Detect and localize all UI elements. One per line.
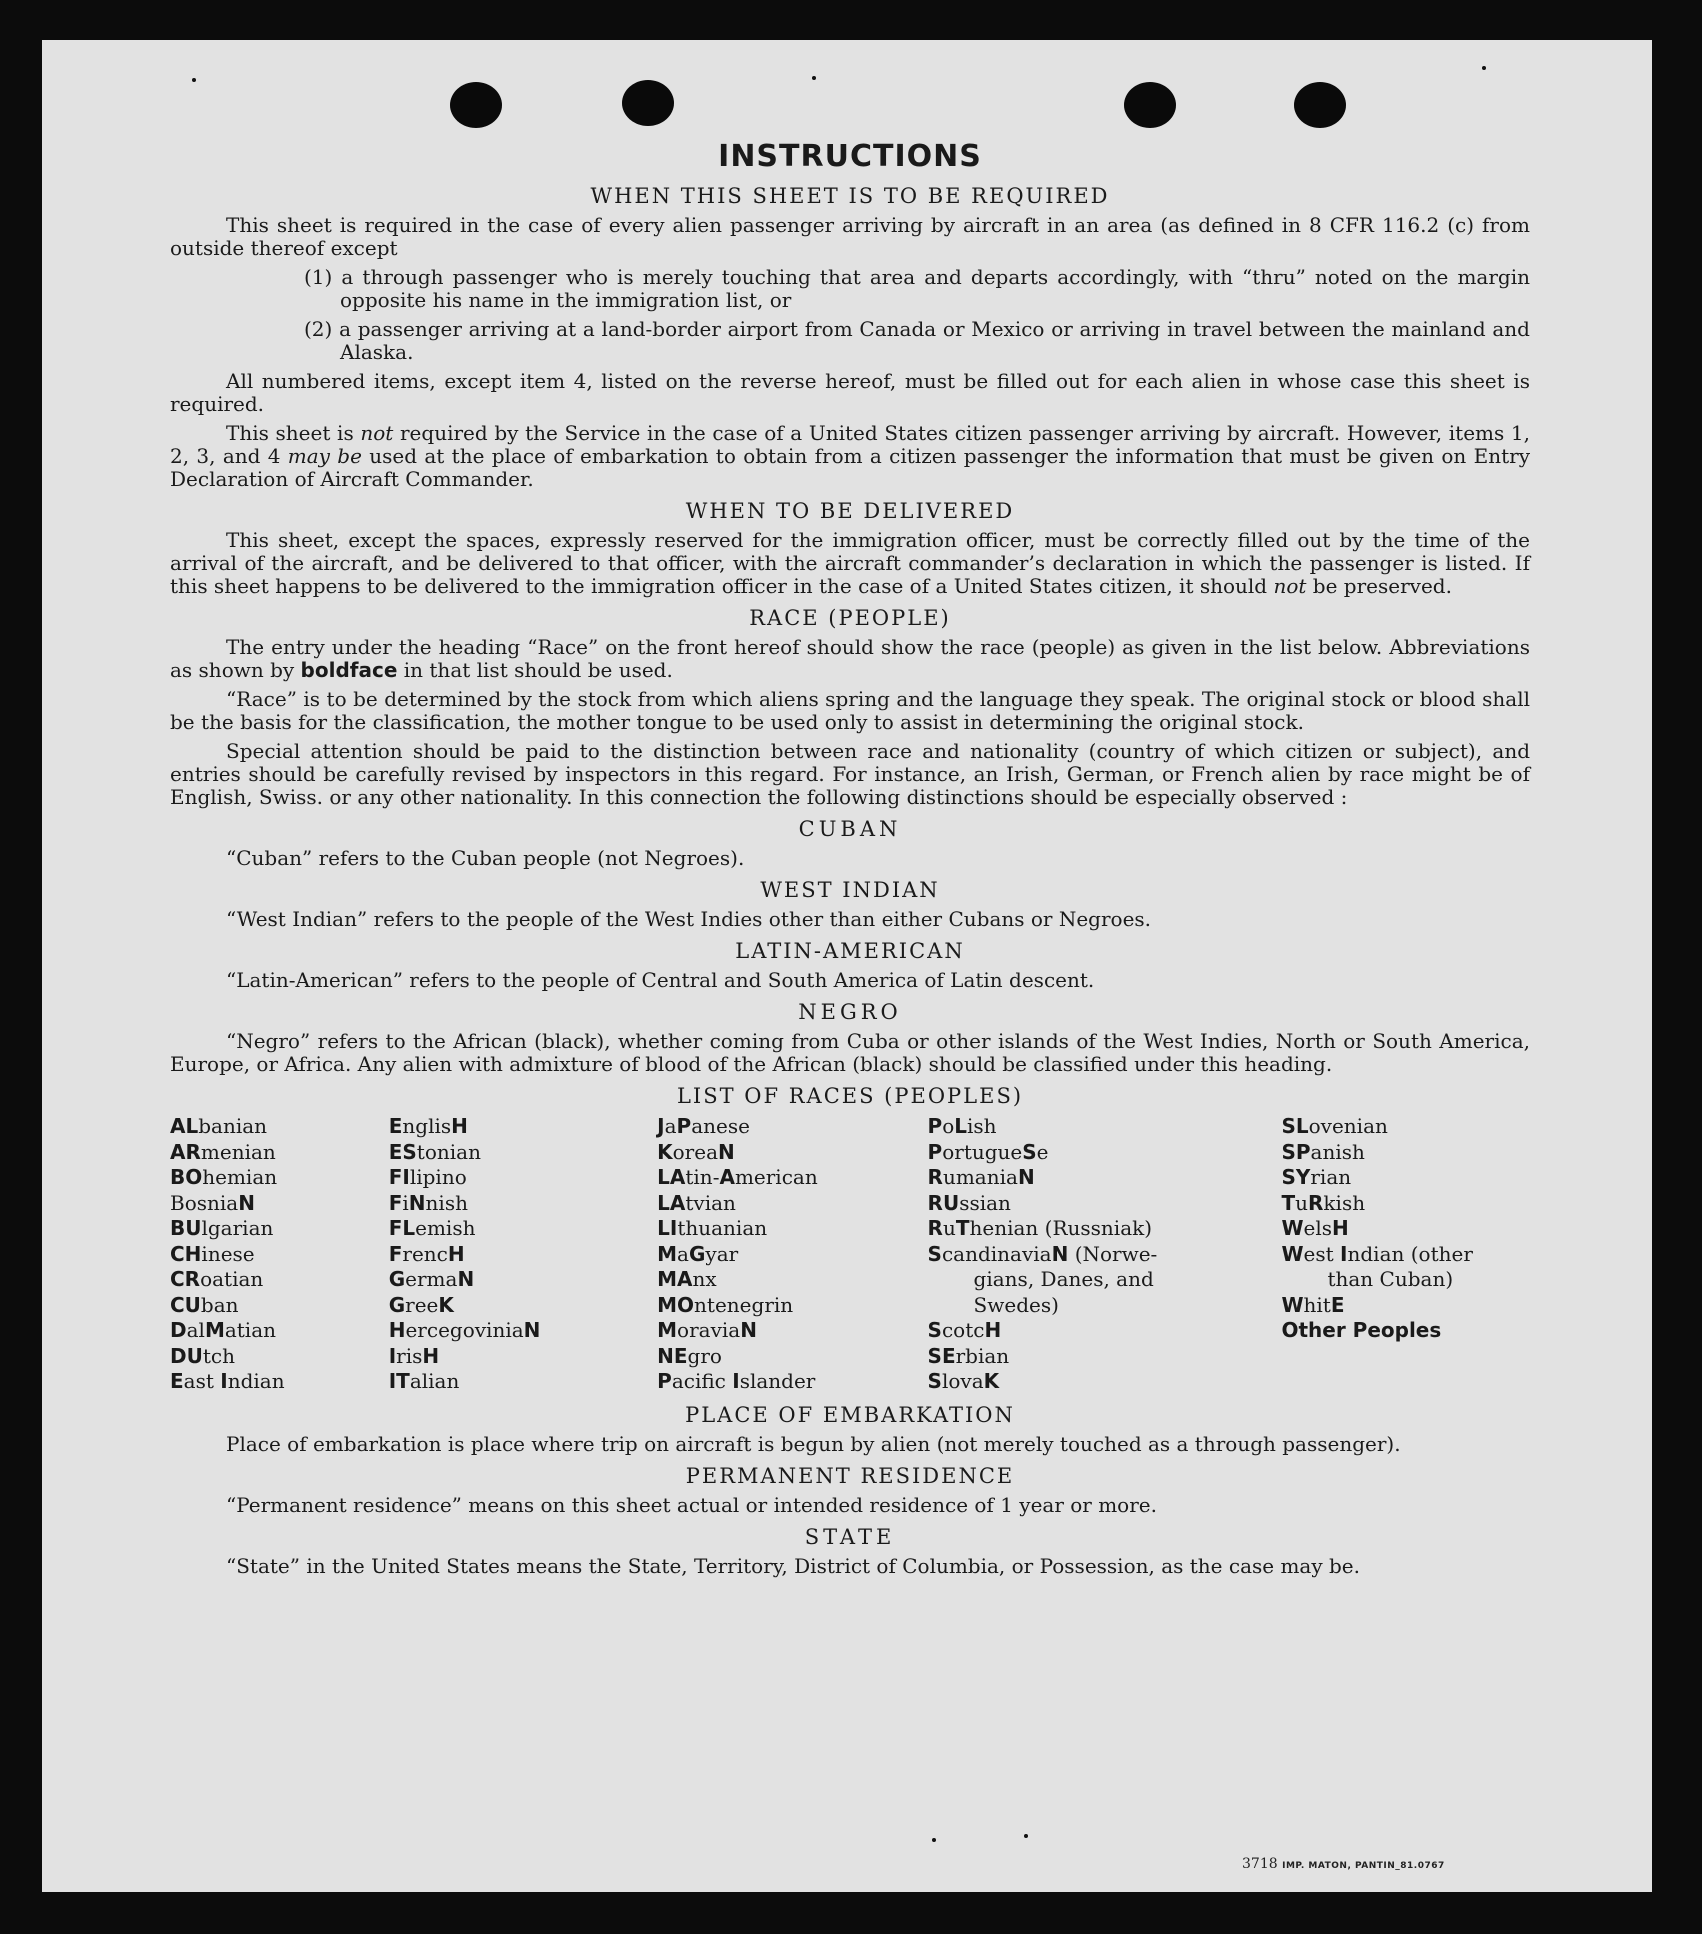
race-text: nx (692, 1267, 717, 1291)
race-abbrev: M (657, 1241, 678, 1266)
race-entry (170, 1267, 389, 1293)
heading-latin-american: LATIN-AMERICAN (735, 939, 965, 963)
race-entry (170, 1191, 389, 1217)
race-abbrev: FI (388, 1165, 410, 1189)
race-text: tonian (416, 1139, 481, 1164)
race-abbrev: M (204, 1318, 225, 1342)
race-abbrev: H (451, 1114, 468, 1138)
race-entry (170, 1242, 389, 1268)
heading-state: STATE (804, 1524, 896, 1549)
speck (192, 78, 196, 82)
heading-negro: NEGRO (798, 1000, 902, 1024)
race-text: Swedes) (973, 1292, 1059, 1317)
race-text: menian (200, 1139, 276, 1164)
race-text: tch (202, 1343, 235, 1368)
race-text: ercegovinia (405, 1318, 524, 1342)
race-text: ish (967, 1114, 997, 1138)
race-column (657, 1114, 927, 1395)
race-abbrev: I (1340, 1241, 1348, 1266)
race-abbrev: P (927, 1114, 943, 1138)
race-text: umania (942, 1165, 1018, 1189)
race-abbrev: H (422, 1343, 440, 1368)
race-entry (389, 1369, 657, 1395)
race-abbrev: M (657, 1318, 678, 1342)
race-p1-bold: boldface (300, 658, 398, 682)
heading-cuban: CUBAN (798, 817, 902, 841)
race-abbrev: R (927, 1165, 943, 1189)
race-entry (928, 1191, 1282, 1217)
race-text: tin- (685, 1165, 720, 1189)
page-title: INSTRUCTIONS (718, 139, 982, 174)
race-abbrev: MA (657, 1267, 693, 1291)
race-abbrev: N (740, 1318, 757, 1342)
citizen-text (170, 422, 1530, 491)
race-entry (170, 1344, 389, 1370)
race-entry (928, 1165, 1282, 1191)
race-text: i (402, 1190, 409, 1215)
race-entry (657, 1242, 927, 1268)
race-text: est (1303, 1241, 1341, 1266)
race-abbrev: A (719, 1165, 735, 1189)
heading-required: WHEN THIS SHEET IS TO BE REQUIRED (590, 184, 1110, 208)
race-entry (389, 1165, 657, 1191)
race-entry (389, 1267, 657, 1293)
race-entry (389, 1216, 657, 1242)
race-text: ndian (227, 1369, 285, 1393)
race-text: lgarian (201, 1216, 274, 1240)
race-abbrev: ES (388, 1139, 417, 1164)
race-text: B (170, 1190, 185, 1215)
race-text: ndian (other (1347, 1241, 1473, 1266)
race-abbrev: H (388, 1318, 406, 1342)
speck (812, 76, 816, 80)
race-abbrev: FL (388, 1216, 416, 1240)
race-abbrev: SL (1281, 1114, 1309, 1138)
race-text: acific (671, 1369, 733, 1393)
race-text: nglis (402, 1114, 452, 1138)
citizen-text-a: This sheet is (226, 421, 361, 445)
delivered-text-b: be preserved. (1306, 574, 1452, 598)
race-entry (389, 1293, 657, 1319)
race-text: ssian (959, 1190, 1011, 1215)
race-abbrev: H (1332, 1216, 1349, 1240)
race-text: inese (201, 1241, 255, 1266)
race-abbrev: DU (170, 1343, 203, 1368)
printer-imprint (1242, 1856, 1445, 1872)
race-entry (389, 1242, 657, 1268)
race-text: anese (691, 1114, 750, 1138)
race-abbrev: K (983, 1369, 1000, 1393)
race-abbrev: W (1281, 1216, 1304, 1240)
race-text: yar (705, 1241, 739, 1266)
race-abbrev: N (408, 1190, 426, 1215)
race-column (928, 1114, 1282, 1395)
race-abbrev: I (732, 1369, 740, 1393)
race-entry (389, 1344, 657, 1370)
race-text: a (664, 1114, 677, 1138)
race-text: thuanian (677, 1216, 768, 1240)
punch-hole (622, 80, 674, 126)
punch-hole (1294, 82, 1346, 128)
race-abbrev: P (676, 1114, 692, 1138)
race-abbrev: L (954, 1114, 968, 1138)
race-entry (389, 1318, 657, 1344)
race-abbrev: I (388, 1343, 397, 1368)
race-abbrev: R (927, 1216, 943, 1240)
race-abbrev: H (447, 1241, 465, 1266)
delivered-text (170, 529, 1530, 598)
punch-hole (450, 82, 502, 128)
race-entry (657, 1114, 927, 1140)
race-abbrev: G (388, 1267, 406, 1291)
race-text: atian (224, 1318, 277, 1342)
race-abbrev: SE (927, 1343, 956, 1368)
race-text: erma (405, 1267, 458, 1291)
race-abbrev: MO (657, 1292, 695, 1317)
race-text: hit (1303, 1292, 1331, 1317)
embarkation-text: Place of embarkation is place where trip on aircraft is begun by alien (not merely touched as a through passenger). (226, 1431, 1401, 1456)
race-text: ortugue (942, 1139, 1023, 1164)
latin-american-text: “Latin-American” refers to the people of Central and South America of Latin descent. (226, 968, 1095, 992)
race-entry (928, 1242, 1282, 1319)
race-abbrev: AL (170, 1114, 199, 1138)
race-text: u (1295, 1190, 1309, 1215)
race-text: kish (1323, 1190, 1366, 1215)
race-text: ban (200, 1292, 239, 1317)
race-text: o (942, 1114, 955, 1138)
race-abbrev: G (688, 1241, 706, 1266)
race-text: banian (198, 1114, 268, 1138)
race-entry (1281, 1293, 1530, 1319)
race-abbrev: N (1051, 1241, 1069, 1266)
race-abbrev: Other Peoples (1281, 1318, 1442, 1342)
race-text: hemian (202, 1165, 278, 1189)
race-entry (657, 1216, 927, 1242)
race-entry (928, 1140, 1282, 1166)
race-text: orea (672, 1139, 719, 1164)
citizen-maybe: may be (287, 444, 362, 468)
race-entry (657, 1140, 927, 1166)
race-text: anish (1310, 1139, 1365, 1164)
race-text: rbian (955, 1343, 1010, 1368)
race-entry (170, 1318, 389, 1344)
speck (932, 1838, 936, 1842)
race-entry (657, 1318, 927, 1344)
race-text: oatian (200, 1267, 264, 1291)
race-abbrev: N (457, 1267, 475, 1291)
race-entry (657, 1293, 927, 1319)
race-abbrev: LA (657, 1190, 686, 1215)
negro-text: “Negro” refers to the African (black), whether coming from Cuba or other islands of the West Indies, North or South America, Europe, or Africa. Any alien with admixture of blood of the African (black) should be classified under this heading. (170, 1029, 1530, 1076)
race-entry (1281, 1191, 1530, 1217)
race-text: renc (402, 1241, 448, 1266)
heading-embarkation: PLACE OF EMBARKATION (685, 1402, 1015, 1427)
race-entry (170, 1114, 389, 1140)
race-entry (657, 1344, 927, 1370)
heading-list-of-races: LIST OF RACES (PEOPLES) (676, 1084, 1024, 1108)
punch-hole (1124, 82, 1176, 128)
race-abbrev: E (1330, 1292, 1345, 1317)
race-text: u (942, 1216, 956, 1240)
race-entry (1281, 1114, 1530, 1140)
race-text: tvian (685, 1190, 736, 1215)
race-abbrev: E (170, 1369, 184, 1393)
race-abbrev: N (523, 1318, 541, 1342)
exception-1: (1) a through passenger who is merely touching that area and departs accordingly, with “thru” noted on the margin opposite his name in the immigration list, or (304, 265, 1530, 312)
race-entry (1281, 1140, 1530, 1166)
race-abbrev: RU (927, 1190, 960, 1215)
heading-delivered: WHEN TO BE DELIVERED (685, 499, 1015, 523)
race-text: alian (409, 1369, 460, 1393)
race-abbrev: D (170, 1318, 187, 1342)
race-column (1281, 1114, 1530, 1395)
race-abbrev: S (927, 1369, 942, 1393)
race-text: than Cuban) (1327, 1267, 1454, 1291)
race-entry (928, 1216, 1282, 1242)
heading-west-indian: WEST INDIAN (760, 878, 940, 902)
race-abbrev: N (238, 1190, 255, 1215)
race-text: candinavia (941, 1241, 1052, 1266)
race-abbrev: W (1281, 1241, 1304, 1266)
race-abbrev: BO (170, 1165, 203, 1189)
race-entry (1281, 1318, 1530, 1344)
speck (1024, 1834, 1028, 1838)
race-text: nish (425, 1190, 468, 1215)
race-abbrev: CR (170, 1267, 201, 1291)
race-entry (657, 1191, 927, 1217)
race-abbrev: AR (170, 1139, 201, 1164)
race-text: els (1303, 1216, 1333, 1240)
race-entry (928, 1114, 1282, 1140)
race-text: lova (941, 1369, 984, 1393)
race-entry (170, 1369, 389, 1395)
race-abbrev: W (1281, 1292, 1304, 1317)
race-text: merican (734, 1165, 818, 1189)
race-p2: “Race” is to be determined by the stock from which aliens spring and the language they speak. The original stock or blood shall be the basis for the classification, the mother tongue to be used only to assist in determining the original stock. (170, 687, 1530, 734)
race-abbrev: T (955, 1216, 970, 1240)
race-abbrev: P (657, 1369, 672, 1393)
citizen-text-c: used at the place of embarkation to obtain from a citizen passenger the information that must be given on Entry Declaration of Aircraft Commander. (170, 444, 1530, 491)
race-text: ris (396, 1343, 423, 1368)
race-entry (389, 1114, 657, 1140)
race-abbrev: F (388, 1241, 403, 1266)
race-text: oravia (677, 1318, 741, 1342)
race-text: ntenegrin (694, 1292, 794, 1317)
race-p3: Special attention should be paid to the distinction between race and nationality (country of which citizen or subject), and entries should be carefully revised by inspectors in this regard. For instance, an Irish, German, or French alien by race might be of English, Swiss. or any other nationality. In this connection the following distinctions should be especially observed : (170, 739, 1530, 809)
residence-text: “Permanent residence” means on this sheet actual or intended residence of 1 year or more. (226, 1492, 1157, 1517)
race-text: gians, Danes, and (973, 1267, 1154, 1291)
race-abbrev: N (1017, 1165, 1035, 1189)
race-abbrev: T (1281, 1190, 1296, 1215)
race-text: ast (183, 1369, 221, 1393)
race-p1-b: in that list should be used. (397, 658, 673, 682)
race-entry (170, 1293, 389, 1319)
race-text: lipino (409, 1165, 467, 1189)
race-abbrev: K (657, 1139, 673, 1164)
heading-residence: PERMANENT RESIDENCE (685, 1463, 1015, 1488)
race-entry (657, 1369, 927, 1395)
race-text: e (1036, 1139, 1049, 1164)
race-abbrev: I (220, 1369, 228, 1393)
race-column (170, 1114, 389, 1395)
race-text: slander (739, 1369, 816, 1393)
race-text: al (186, 1318, 205, 1342)
race-abbrev: S (927, 1241, 942, 1266)
race-abbrev: H (984, 1318, 1002, 1342)
race-entry (170, 1216, 389, 1242)
race-entry (1281, 1242, 1530, 1293)
race-entry (928, 1344, 1282, 1370)
west-indian-text: “West Indian” refers to the people of the West Indies other than either Cubans or Negroes. (226, 907, 1152, 931)
race-abbrev: S (1022, 1139, 1037, 1164)
delivered-not: not (1273, 574, 1307, 598)
race-entry (170, 1165, 389, 1191)
exception-2: (2) a passenger arriving at a land-border airport from Canada or Mexico or arriving in travel between the mainland and Alaska. (304, 317, 1530, 364)
race-abbrev: R (1308, 1190, 1324, 1215)
race-abbrev: IT (388, 1369, 410, 1393)
required-intro: This sheet is required in the case of every alien passenger arriving by aircraft in an area (as defined in 8 CFR 116.2 (c) from outside thereof except (170, 213, 1530, 260)
race-abbrev: K (438, 1292, 454, 1317)
race-column (389, 1114, 657, 1395)
race-entry (657, 1165, 927, 1191)
race-text: rian (1310, 1165, 1352, 1189)
delivered-text-a: This sheet, except the spaces, expressly reserved for the immigration officer, must be correctly filled out by the time of the arrival of the aircraft, and be delivered to that officer, with the aircraft commander’s declaration in which the passenger is listed. If this sheet happens to be delivered to the immigration officer in the case of a United States citizen, it should (170, 528, 1530, 598)
document-sheet (42, 40, 1652, 1892)
race-abbrev: LI (657, 1216, 678, 1240)
numbered-items-text: All numbered items, except item 4, listed on the reverse hereof, must be filled out for each alien in whose case this sheet is required. (170, 369, 1530, 416)
race-entry (1281, 1216, 1530, 1242)
heading-race: RACE (PEOPLE) (749, 606, 951, 630)
race-abbrev: CU (170, 1292, 201, 1317)
race-entry (389, 1191, 657, 1217)
race-p1 (170, 636, 1530, 682)
race-text: a (677, 1241, 689, 1266)
race-p1-a: The entry under the heading “Race” on the front hereof should show the race (people) as given in the list below. Abbreviations as shown by (170, 635, 1530, 682)
race-text: ovenian (1308, 1114, 1388, 1138)
race-abbrev: S (927, 1318, 942, 1342)
race-text: (Norwe- (1068, 1241, 1158, 1266)
race-list (170, 1114, 1530, 1395)
race-entry (928, 1369, 1282, 1395)
form-number: 3718 (1242, 1856, 1278, 1872)
race-abbrev: SP (1281, 1139, 1311, 1164)
state-text: “State” in the United States means the State, Territory, District of Columbia, or Possession, as the case may be. (226, 1553, 1360, 1578)
race-abbrev: NE (657, 1343, 688, 1368)
race-abbrev: CH (170, 1241, 202, 1266)
race-text: henian (Russniak) (969, 1216, 1153, 1240)
race-abbrev: N (718, 1139, 735, 1164)
race-text: osnia (184, 1190, 239, 1215)
citizen-not: not (360, 421, 394, 445)
race-entry (389, 1140, 657, 1166)
cuban-text: “Cuban” refers to the Cuban people (not Negroes). (226, 846, 745, 870)
race-text: gro (687, 1343, 722, 1368)
imprint-text: IMP. MATON, PANTIN_81.0767 (1282, 1861, 1445, 1871)
race-abbrev: E (388, 1114, 403, 1138)
race-abbrev: LA (657, 1165, 686, 1189)
instructions-content (170, 140, 1530, 1584)
race-abbrev: F (388, 1190, 403, 1215)
race-abbrev: G (388, 1292, 406, 1317)
race-abbrev: SY (1281, 1165, 1311, 1189)
speck (1482, 66, 1486, 70)
citizen-text-b: required by the Service in the case of a United States citizen passenger arriving by aircraft. However, items 1, 2, 3, and 4 (170, 421, 1531, 468)
race-entry (170, 1140, 389, 1166)
race-text: cotc (941, 1318, 985, 1342)
race-entry (928, 1318, 1282, 1344)
race-entry (1281, 1165, 1530, 1191)
race-entry (657, 1267, 927, 1293)
race-text: ree (405, 1292, 439, 1317)
race-text: emish (415, 1216, 476, 1240)
race-abbrev: J (657, 1114, 665, 1138)
race-abbrev: P (927, 1139, 943, 1164)
race-abbrev: BU (170, 1216, 202, 1240)
